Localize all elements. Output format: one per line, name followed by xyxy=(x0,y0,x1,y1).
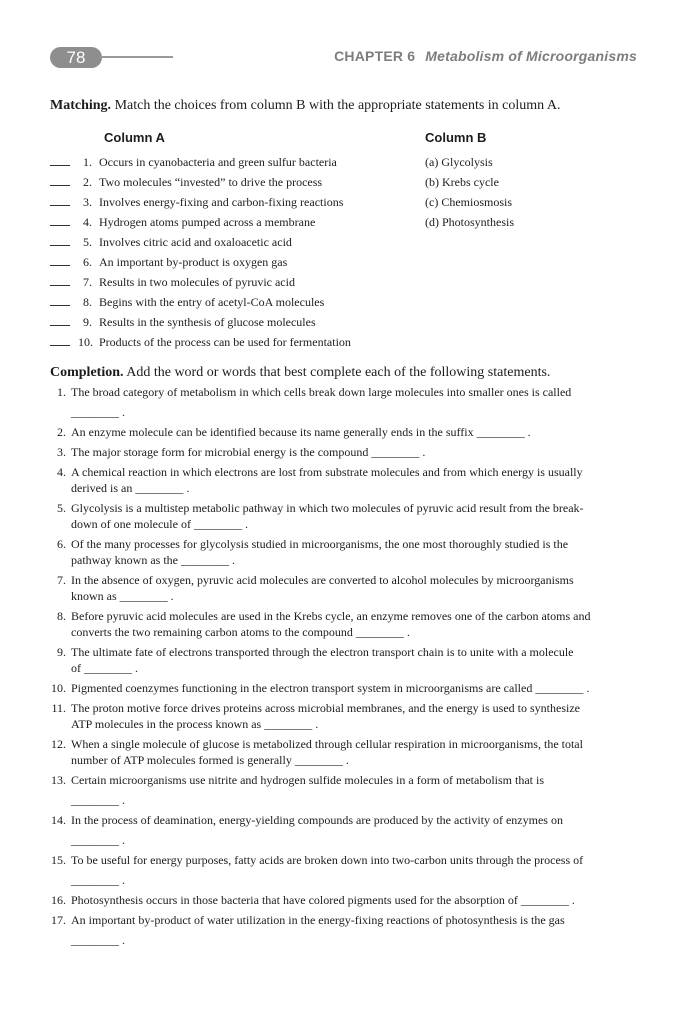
item-number: 2. xyxy=(57,425,66,439)
answer-blank[interactable] xyxy=(50,285,70,286)
completion-item xyxy=(50,572,635,604)
match-item xyxy=(50,174,380,194)
item-number: 3. xyxy=(57,445,66,459)
completion-item xyxy=(50,500,635,532)
item-text: The ultimate fate of electrons transported through the electron transport chain is to unite with a molecule xyxy=(71,645,574,659)
match-item xyxy=(50,154,380,174)
completion-heading xyxy=(50,364,550,382)
completion-item xyxy=(50,464,635,496)
match-item xyxy=(50,294,380,314)
item-blank[interactable]: ________ . xyxy=(71,405,125,419)
item-number: 7. xyxy=(83,275,92,289)
completion-item xyxy=(50,536,635,568)
item-text-cont: number of ATP molecules formed is generally ________ . xyxy=(71,753,349,767)
column-b-title: Column B xyxy=(425,130,487,145)
item-number: 4. xyxy=(57,465,66,479)
item-number: 3. xyxy=(83,195,92,209)
item-text: An enzyme molecule can be identified because its name generally ends in the suffix ________ . xyxy=(71,425,531,439)
answer-blank[interactable] xyxy=(50,165,70,166)
answer-blank[interactable] xyxy=(50,325,70,326)
item-blank[interactable]: ________ . xyxy=(71,833,125,847)
item-number: 5. xyxy=(83,235,92,249)
item-text: The major storage form for microbial energy is the compound ________ . xyxy=(71,445,426,459)
answer-blank[interactable] xyxy=(50,185,70,186)
page-header xyxy=(0,0,683,80)
item-text-cont: ATP molecules in the process known as ________ . xyxy=(71,717,319,731)
match-item xyxy=(50,214,380,234)
completion-item xyxy=(50,736,635,768)
item-number: 1. xyxy=(83,155,92,169)
item-text: A chemical reaction in which electrons are lost from substrate molecules and from which energy is usually xyxy=(71,465,583,479)
item-blank[interactable]: ________ . xyxy=(71,873,125,887)
choice-krebs-cycle: (b) Krebs cycle xyxy=(425,175,499,189)
item-text: Results in the synthesis of glucose molecules xyxy=(99,315,316,329)
item-text: Glycolysis is a multistep metabolic pathway in which two molecules of pyruvic acid result from the break- xyxy=(71,501,584,515)
item-number: 8. xyxy=(57,609,66,623)
item-number: 1. xyxy=(57,385,66,399)
item-text: Involves energy-fixing and carbon-fixing reactions xyxy=(99,195,344,209)
item-number: 13. xyxy=(51,773,66,787)
answer-blank[interactable] xyxy=(50,205,70,206)
chapter-heading xyxy=(334,48,637,64)
completion-item xyxy=(50,424,635,440)
item-text: Pigmented coenzymes functioning in the electron transport system in microorganisms are called ________ . xyxy=(71,681,590,695)
item-text: Two molecules “invested” to drive the process xyxy=(99,175,323,189)
column-b-list xyxy=(425,154,514,234)
item-text: An important by-product of water utilization in the energy-fixing reactions of photosynthesis is the gas xyxy=(71,913,565,927)
item-text: In the absence of oxygen, pyruvic acid molecules are converted to alcohol molecules by microorganisms xyxy=(71,573,574,587)
match-item xyxy=(50,254,380,274)
item-number: 2. xyxy=(83,175,92,189)
item-text-cont: pathway known as the ________ . xyxy=(71,553,235,567)
item-number: 10. xyxy=(78,335,93,349)
match-item xyxy=(50,194,380,214)
item-number: 17. xyxy=(51,913,66,927)
item-text: Results in two molecules of pyruvic acid xyxy=(99,275,295,289)
match-item xyxy=(50,314,380,334)
item-number: 11. xyxy=(51,701,66,715)
item-text: The broad category of metabolism in which cells break down large molecules into smaller ones is called xyxy=(71,385,572,399)
answer-blank[interactable] xyxy=(50,305,70,306)
choice-chemiosmosis: (c) Chemiosmosis xyxy=(425,195,512,209)
item-text-cont: known as ________ . xyxy=(71,589,174,603)
item-text-cont: converts the two remaining carbon atoms to the compound ________ . xyxy=(71,625,410,639)
completion-item xyxy=(50,852,635,888)
completion-item xyxy=(50,680,635,696)
item-number: 4. xyxy=(83,215,92,229)
item-text: In the process of deamination, energy-yielding compounds are produced by the activity of enzymes on xyxy=(71,813,563,827)
column-a-title: Column A xyxy=(104,130,165,145)
item-text: Products of the process can be used for fermentation xyxy=(99,335,351,349)
page-number: 78 xyxy=(50,47,102,68)
completion-item xyxy=(50,912,635,948)
completion-item xyxy=(50,892,635,908)
matching-heading xyxy=(50,97,561,115)
chapter-label: CHAPTER 6 xyxy=(334,48,416,64)
item-text: Involves citric acid and oxaloacetic acid xyxy=(99,235,292,249)
item-text: The proton motive force drives proteins across microbial membranes, and the energy is used to synthesize xyxy=(71,701,580,715)
match-item xyxy=(50,334,380,354)
item-text: Hydrogen atoms pumped across a membrane xyxy=(99,215,316,229)
match-item xyxy=(50,274,380,294)
completion-item xyxy=(50,700,635,732)
item-text-cont: down of one molecule of ________ . xyxy=(71,517,248,531)
completion-instruction: Add the word or words that best complete each of the following statements. xyxy=(126,365,551,380)
answer-blank[interactable] xyxy=(50,265,70,266)
answer-blank[interactable] xyxy=(50,245,70,246)
item-number: 9. xyxy=(57,645,66,659)
item-number: 14. xyxy=(51,813,66,827)
match-item xyxy=(50,234,380,254)
item-number: 9. xyxy=(83,315,92,329)
completion-item xyxy=(50,444,635,460)
completion-item xyxy=(50,772,635,808)
item-blank[interactable]: ________ . xyxy=(71,933,125,947)
item-text: Occurs in cyanobacteria and green sulfur bacteria xyxy=(99,155,337,169)
item-text: Of the many processes for glycolysis studied in microorganisms, the one most thoroughly studied is the xyxy=(71,537,569,551)
item-text: An important by-product is oxygen gas xyxy=(99,255,288,269)
completion-list xyxy=(50,384,635,952)
completion-item xyxy=(50,384,635,420)
completion-item xyxy=(50,608,635,640)
item-number: 16. xyxy=(51,893,66,907)
item-text: To be useful for energy purposes, fatty acids are broken down into two-carbon units through the process of xyxy=(71,853,584,867)
item-blank[interactable]: ________ . xyxy=(71,793,125,807)
item-number: 8. xyxy=(83,295,92,309)
item-text: When a single molecule of glucose is metabolized through cellular respiration in microorganisms, the total xyxy=(71,737,583,751)
completion-label: Completion. xyxy=(50,365,124,380)
item-text: Certain microorganisms use nitrite and hydrogen sulfide molecules in a form of metabolism that is xyxy=(71,773,545,787)
answer-blank[interactable] xyxy=(50,345,70,346)
column-a-list xyxy=(50,154,380,354)
item-text: Begins with the entry of acetyl-CoA molecules xyxy=(99,295,325,309)
item-number: 15. xyxy=(51,853,66,867)
completion-item xyxy=(50,812,635,848)
item-text: Photosynthesis occurs in those bacteria that have colored pigments used for the absorption of ________ . xyxy=(71,893,575,907)
choice-photosynthesis: (d) Photosynthesis xyxy=(425,215,515,229)
matching-instruction: Match the choices from column B with the appropriate statements in column A. xyxy=(114,98,561,113)
item-number: 5. xyxy=(57,501,66,515)
item-text: Before pyruvic acid molecules are used in the Krebs cycle, an enzyme removes one of the carbon atoms and xyxy=(71,609,591,623)
item-number: 7. xyxy=(57,573,66,587)
item-number: 12. xyxy=(51,737,66,751)
item-number: 6. xyxy=(57,537,66,551)
choice-glycolysis: (a) Glycolysis xyxy=(425,155,493,169)
header-rule xyxy=(100,56,173,58)
chapter-title: Metabolism of Microorganisms xyxy=(425,48,637,64)
answer-blank[interactable] xyxy=(50,225,70,226)
item-text-cont: of ________ . xyxy=(71,661,138,675)
item-text-cont: derived is an ________ . xyxy=(71,481,190,495)
item-number: 10. xyxy=(51,681,66,695)
item-number: 6. xyxy=(83,255,92,269)
matching-label: Matching. xyxy=(50,98,112,113)
completion-item xyxy=(50,644,635,676)
